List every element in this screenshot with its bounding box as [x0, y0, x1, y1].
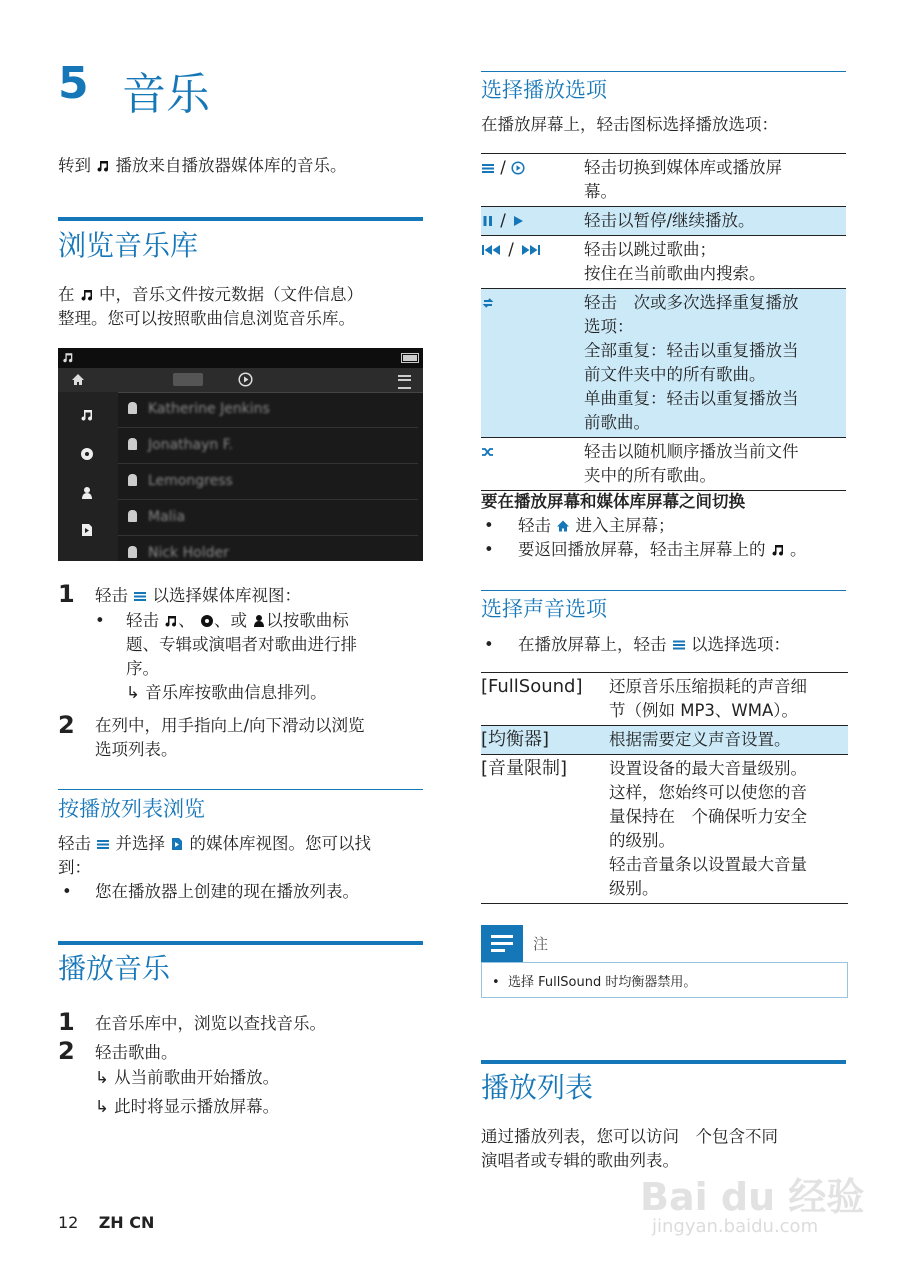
- bullet-marker: •: [62, 882, 72, 901]
- subsection-rule: [58, 789, 423, 790]
- step-number: 2: [58, 711, 75, 739]
- chapter-title: 音乐: [122, 69, 210, 120]
- playlist-browse-text: 轻击 并选择 的媒体库视图。您可以找 到：: [58, 834, 371, 877]
- music-note-icon: [96, 159, 110, 173]
- album-icon: [80, 447, 94, 461]
- pause-icon: [481, 214, 495, 228]
- step-number: 1: [58, 580, 75, 608]
- table-row: [481, 755, 848, 904]
- step-text: 在音乐库中，浏览以查找音乐。: [95, 1014, 326, 1033]
- table-cell-icon: /: [481, 236, 584, 289]
- shuffle-icon: [481, 445, 495, 459]
- playlist-icon: [80, 523, 94, 537]
- table-row: [481, 207, 846, 236]
- table-cell-desc: 轻击切换到媒体库或播放屏 幕。: [584, 158, 782, 201]
- status-bar: [58, 348, 423, 368]
- previous-icon: [481, 243, 503, 257]
- step-result: ↳ 此时将显示播放屏幕。: [95, 1097, 280, 1116]
- section-title-browse: 浏览音乐库: [58, 229, 199, 262]
- step-result: ↳ 从当前歌曲开始播放。: [95, 1068, 280, 1087]
- bullet-text: 在播放屏幕上，轻击 以选择选项：: [518, 635, 790, 654]
- subsection-title-playlist-browse: 按播放列表浏览: [58, 797, 205, 821]
- table-cell-desc: 轻击以随机顺序播放当前文件 夹中的所有歌曲。: [584, 442, 799, 485]
- switch-title: 要在播放屏幕和媒体库屏幕之间切换: [481, 492, 745, 511]
- bullet-marker: •: [484, 540, 494, 559]
- menu-icon: [672, 638, 686, 652]
- bullet-text: 要返回播放屏幕，轻击主屏幕上的 。: [518, 540, 807, 559]
- library-view-icon: [173, 373, 203, 386]
- home-icon: [556, 519, 570, 533]
- section-rule: [58, 217, 423, 221]
- artist-icon: [80, 486, 94, 500]
- watermark-url: jingyan.baidu.com: [652, 1216, 819, 1237]
- step-bullet-text: 轻击 、 、或 以按歌曲标 题、专辑或演唱者对歌曲进行排 序。: [126, 611, 357, 678]
- section-rule: [481, 1060, 846, 1064]
- repeat-icon: [481, 296, 495, 310]
- browse-text: 在 中，音乐文件按元数据（文件信息） 整理。您可以按照歌曲信息浏览音乐库。: [58, 285, 363, 328]
- table-cell-desc: 轻击以暂停/继续播放。: [584, 211, 755, 230]
- subsection-rule: [481, 590, 846, 591]
- step-text: 在列中，用手指向上/向下滑动以浏览 选项列表。: [95, 716, 365, 759]
- device-screenshot: [58, 348, 423, 561]
- subsection-title-sound-options: 选择声音选项: [481, 597, 607, 621]
- table-row: [481, 673, 848, 726]
- subsection-rule: [481, 71, 846, 72]
- step-result: ↳ 音乐库按歌曲信息排列。: [126, 683, 327, 702]
- bullet-text: 您在播放器上创建的现在播放列表。: [95, 882, 359, 901]
- table-cell-desc: 设置设备的最大音量级别。 这样，您始终可以使您的音 量保持在 个确保听力安全 的级别。 轻击音量条以设置最大音量 级别。: [609, 759, 807, 898]
- table-cell-key: [音量限制]: [481, 758, 568, 779]
- watermark-logo: Bai du 经验: [640, 1175, 865, 1219]
- note-text: • 选择 FullSound 时均衡器禁用。: [492, 975, 697, 990]
- bullet-text: 轻击 进入主屏幕；: [518, 516, 675, 535]
- screen-sidebar: [58, 392, 118, 561]
- play-screen-icon: [238, 372, 253, 387]
- music-note-icon: [62, 351, 74, 364]
- play-screen-icon: [511, 161, 525, 175]
- table-cell-desc: 还原音乐压缩损耗的声音细 节（例如 MP3、WMA）。: [609, 677, 807, 720]
- table-row: [481, 438, 846, 491]
- table-row: [481, 726, 848, 755]
- library-view-icon: [481, 161, 495, 175]
- sound-options-table: [481, 672, 848, 904]
- list-item[interactable]: Katherine Jenkins: [118, 392, 418, 428]
- section-rule: [58, 941, 423, 945]
- home-icon: [71, 373, 85, 386]
- playlist-icon: [170, 837, 184, 851]
- table-cell-desc: 根据需要定义声音设置。: [609, 730, 791, 749]
- library-view-icon: [96, 837, 110, 851]
- page-footer: [58, 1213, 154, 1232]
- music-note-icon: [80, 408, 94, 422]
- section-title-play-music: 播放音乐: [58, 952, 171, 985]
- page-number: 12: [58, 1213, 79, 1232]
- bullet-marker: •: [95, 611, 105, 630]
- table-cell-icon: /: [481, 207, 584, 236]
- table-cell-icon: [481, 289, 584, 438]
- step-number: 2: [58, 1037, 75, 1065]
- note-icon: [481, 925, 523, 962]
- list-item[interactable]: Nick Holder: [118, 536, 418, 561]
- subsection-title-play-options: 选择播放选项: [481, 78, 607, 102]
- play-options-table: [481, 153, 846, 491]
- step-number: 1: [58, 1008, 75, 1036]
- library-view-icon: [133, 589, 147, 603]
- playlists-text: 通过播放列表，您可以访问 个包含不同 演唱者或专辑的歌曲列表。: [481, 1127, 778, 1170]
- list-item[interactable]: Malia: [118, 500, 418, 536]
- note-box: [481, 962, 848, 998]
- list-item[interactable]: Lemongress: [118, 464, 418, 500]
- table-row: [481, 289, 846, 438]
- music-note-icon: [80, 288, 94, 302]
- section-title-playlists: 播放列表: [481, 1071, 594, 1104]
- table-row: [481, 154, 846, 207]
- screen-nav-bar: [58, 368, 423, 393]
- bullet-marker: •: [484, 516, 494, 535]
- step-text: 轻击歌曲。: [95, 1043, 178, 1062]
- table-cell-key: [FullSound]: [481, 676, 583, 697]
- list-item[interactable]: Jonathayn F.: [118, 428, 418, 464]
- music-note-icon: [164, 614, 178, 628]
- table-cell-desc: 轻击 次或多次选择重复播放 选项： 全部重复：轻击以重复播放当 前文件夹中的所有歌曲。 单曲重复：轻击以重复播放当 前歌曲。: [584, 293, 799, 432]
- table-cell-key: [均衡器]: [481, 729, 550, 750]
- table-cell-icon: /: [481, 154, 584, 207]
- table-row: [481, 236, 846, 289]
- bullet-marker: •: [484, 635, 494, 654]
- note-label: 注: [533, 935, 549, 953]
- language-code: ZH CN: [98, 1213, 155, 1232]
- intro-text: 转到 播放来自播放器媒体库的音乐。: [58, 156, 347, 175]
- play-icon: [511, 214, 525, 228]
- step-text: 轻击 以选择媒体库视图：: [95, 586, 301, 605]
- play-options-intro: 在播放屏幕上，轻击图标选择播放选项：: [481, 115, 778, 134]
- artist-icon: [252, 614, 266, 628]
- menu-icon: [398, 375, 411, 389]
- table-cell-desc: 轻击以跳过歌曲； 按住在当前歌曲内搜索。: [584, 240, 766, 283]
- music-note-icon: [771, 543, 785, 557]
- table-cell-icon: [481, 438, 584, 491]
- next-icon: [519, 243, 541, 257]
- chapter-number: 5: [58, 58, 89, 109]
- battery-icon: [401, 353, 419, 363]
- album-icon: [200, 614, 214, 628]
